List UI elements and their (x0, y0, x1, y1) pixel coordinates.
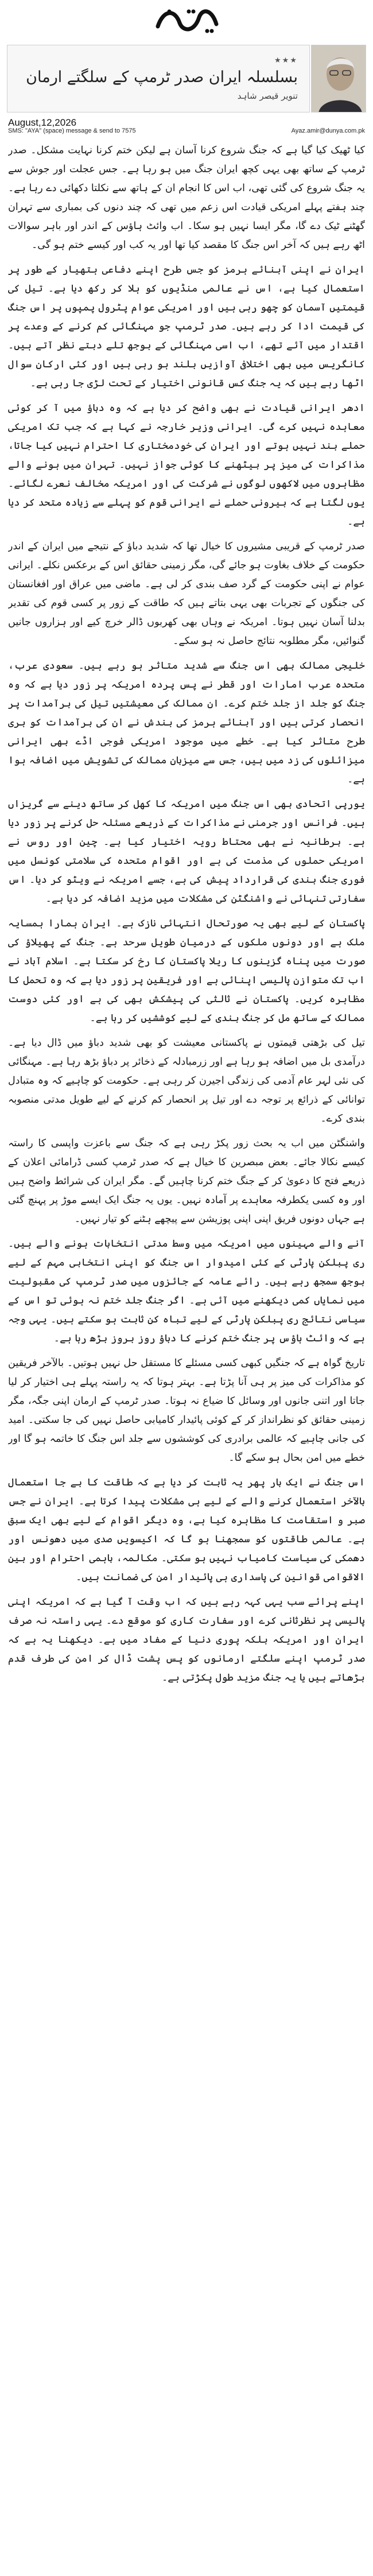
masthead (0, 0, 373, 40)
article-paragraph: کیا ٹھیک کیا گیا ہے کہ جنگ شروع کرنا آسان ہے لیکن ختم کرنا نہایت مشکل۔ صدر ٹرمپ کے ساتھ بھی یہی کچھ ایران جنگ میں ہو رہا ہے۔ جس عجلت اور جوش سے یہ جنگ شروع کی گئی تھی، اب اس کا انجام ان کے ہاتھ سے نکلتا دکھائی دے رہا ہے۔ چند ہفتے پہلے امریکی قیادت اس زعم میں تھی کہ چند دنوں کی بمباری سے تہران گھٹنے ٹیک دے گا، مگر ایسا نہیں ہو سکا۔ اب وائٹ ہاؤس کے اندر اور باہر سوالات اٹھ رہے ہیں کہ آخر اس جنگ کا مقصد کیا تھا اور یہ کب اور کیسے ختم ہو گی۔ (8, 145, 365, 251)
article-paragraph: صدر ٹرمپ کے قریبی مشیروں کا خیال تھا کہ شدید دباؤ کے نتیجے میں ایران کے اندر حکومت کے خلاف بغاوت ہو جائے گی، مگر زمینی حقائق اس کے برعکس نکلے۔ ایرانی عوام نے اپنی حکومت کے گرد صف بندی کر لی ہے۔ ماضی میں عراق اور افغانستان کی جنگوں کے تجربات بھی یہی بتاتے ہیں کہ طاقت کے زور پر کسی قوم کی تقدیر بدلنا آسان نہیں ہوتا۔ امریکہ نے وہاں بھی کھربوں ڈالر خرچ کیے اور ہزاروں جانیں گنوائیں، مگر مطلوبہ نتائج حاصل نہ ہو سکے۔ (8, 541, 365, 647)
article-paragraph: ایران نے اپنی آبنائے ہرمز کو جس طرح اپنے دفاعی ہتھیار کے طور پر استعمال کیا ہے، اس نے عالمی منڈیوں کو ہلا کر رکھ دیا ہے۔ تیل کی قیمتیں آسمان کو چھو رہی ہیں اور امریکی عوام پٹرول پمپوں پر اس جنگ کی قیمت ادا کر رہے ہیں۔ صدر ٹرمپ جو مہنگائی کم کرنے کے وعدے پر اقتدار میں آئے تھے، اب اسی مہنگائی کے بوجھ تلے دبتے نظر آتے ہیں۔ کانگریس میں بھی اختلافی آوازیں بلند ہو رہی ہیں اور کئی ارکان سوال اٹھا رہے ہیں کہ یہ جنگ کس قانونی اختیار کے تحت لڑی جا رہی ہے۔ (8, 264, 365, 389)
article-paragraph: اپنے پرائے سب یہی کہہ رہے ہیں کہ اب وقت آ گیا ہے کہ امریکہ اپنی پالیسی پر نظرثانی کرے اور سفارت کاری کو موقع دے۔ یہی راستہ نہ صرف ایران اور امریکہ بلکہ پوری دنیا کے مفاد میں ہے۔ دیکھنا یہ ہے کہ صدر ٹرمپ اپنے سلگتے ارمانوں کو پس پشت ڈال کر امن کی طرف قدم بڑھاتے ہیں یا یہ جنگ مزید طول پکڑتی ہے۔ (8, 1596, 365, 1683)
article-paragraph: تاریخ گواہ ہے کہ جنگیں کبھی کسی مسئلے کا مستقل حل نہیں ہوتیں۔ بالآخر فریقین کو مذاکرات کی میز پر ہی آنا پڑتا ہے۔ بہتر ہوتا کہ یہ راستہ پہلے ہی اختیار کر لیا جاتا اور اتنی جانوں اور وسائل کا ضیاع نہ ہوتا۔ صدر ٹرمپ کے ارمان اپنی جگہ، مگر زمینی حقائق کو نظرانداز کر کے کوئی پائیدار کامیابی حاصل نہیں کی جا سکتی۔ امید کی جانی چاہیے کہ عالمی برادری کی کوششوں سے جلد اس جنگ کا خاتمہ ہو گا اور خطے میں امن بحال ہو سکے گا۔ (8, 1357, 365, 1464)
article-paragraph: ادھر ایرانی قیادت نے بھی واضح کر دیا ہے کہ وہ دباؤ میں آ کر کوئی معاہدہ نہیں کرے گی۔ ایرانی وزیر خارجہ نے کہا ہے کہ جب تک امریکی حملے بند نہیں ہوتے اور ایران کی خودمختاری کا احترام نہیں کیا جاتا، مذاکرات کی میز پر بیٹھنے کا کوئی جواز نہیں۔ تہران میں ہونے والے مظاہروں میں لاکھوں لوگوں نے شرکت کی اور امریکہ مخالف نعرے لگائے۔ یوں لگتا ہے کہ بیرونی حملے نے ایرانی قوم کو پہلے سے زیادہ متحد کر دیا ہے۔ (8, 402, 365, 527)
author-name: تنویر قیصر شاہد (237, 91, 298, 101)
author-photo-icon (312, 45, 366, 112)
article-paragraph: خلیجی ممالک بھی اس جنگ سے شدید متاثر ہو رہے ہیں۔ سعودی عرب، متحدہ عرب امارات اور قطر نے پس پردہ امریکہ پر زور دیا ہے کہ وہ جنگ کو جلد از جلد ختم کرے۔ ان ممالک کی معیشتیں تیل کی برآمدات پر انحصار کرتی ہیں اور آبنائے ہرمز کی بندش نے ان کی برآمدات کو بری طرح متاثر کیا ہے۔ خطے میں موجود امریکی فوجی اڈے بھی ایرانی میزائلوں کی زد میں ہیں، جس سے میزبان ممالک کی تشویش میں اضافہ ہوا ہے۔ (8, 660, 365, 785)
article-body (8, 141, 365, 2565)
author-portrait (311, 45, 366, 112)
article-paragraph: تیل کی بڑھتی قیمتوں نے پاکستانی معیشت کو بھی شدید دباؤ میں ڈال دیا ہے۔ درآمدی بل میں اضافہ ہو رہا ہے اور زرمبادلہ کے ذخائر پر دباؤ بڑھ رہا ہے۔ مہنگائی کی نئی لہر عام آدمی کی زندگی اجیرن کر رہی ہے۔ حکومت کو چاہیے کہ وہ متبادل توانائی کے ذرائع پر توجہ دے اور تیل پر انحصار کم کرنے کے لیے طویل مدتی منصوبہ بندی کرے۔ (8, 1037, 365, 1124)
sms-info: SMS: "AYA" (space) message & send to 7575 (8, 127, 136, 134)
article-paragraph: یورپی اتحادی بھی اس جنگ میں امریکہ کا کھل کر ساتھ دینے سے گریزاں ہیں۔ فرانس اور جرمنی نے مذاکرات کے ذریعے مسئلہ حل کرنے پر زور دیا ہے۔ برطانیہ نے بھی محتاط رویہ اختیار کیا ہے۔ چین اور روس نے امریکی حملوں کی مذمت کی ہے اور اقوام متحدہ کی سلامتی کونسل میں فوری جنگ بندی کی قرارداد پیش کی ہے، جسے امریکہ نے ویٹو کر دیا۔ اس سفارتی تنہائی نے واشنگٹن کی مشکلات میں مزید اضافہ کر دیا ہے۔ (8, 798, 365, 905)
headline-box (7, 45, 310, 112)
rating-stars: ★★★ (274, 56, 298, 65)
publish-date: August,12,2026 (8, 117, 77, 128)
column-banner (0, 40, 373, 138)
article-paragraph: اس جنگ نے ایک بار پھر یہ ثابت کر دیا ہے کہ طاقت کا بے جا استعمال بالآخر استعمال کرنے والے کے لیے ہی مشکلات پیدا کرتا ہے۔ ایران نے جس صبر و استقامت کا مظاہرہ کیا ہے، وہ دیگر اقوام کے لیے بھی ایک سبق ہے۔ عالمی طاقتوں کو سمجھنا ہو گا کہ اکیسویں صدی میں دھونس اور دھمکی کی سیاست کامیاب نہیں ہو سکتی۔ مکالمہ، باہمی احترام اور بین الاقوامی قوانین کی پاسداری ہی پائیدار امن کی ضمانت ہیں۔ (8, 1477, 365, 1583)
author-email[interactable]: Ayaz.amir@dunya.com.pk (291, 127, 365, 134)
article-paragraph: واشنگٹن میں اب یہ بحث زور پکڑ رہی ہے کہ جنگ سے باعزت واپسی کا راستہ کیسے نکالا جائے۔ بعض مبصرین کا خیال ہے کہ صدر ٹرمپ کسی ڈرامائی اعلان کے ذریعے فتح کا دعویٰ کر کے جنگ ختم کرنا چاہیں گے۔ مگر ایران کی شرائط واضح ہیں اور وہ کسی یکطرفہ معاہدے پر آمادہ نہیں۔ یوں یہ جنگ ایک ایسے موڑ پر پہنچ گئی ہے جہاں دونوں فریق اپنی اپنی پوزیشن سے پیچھے ہٹنے کو تیار نہیں۔ (8, 1138, 365, 1225)
column-headline: بسلسلہ ایران صدر ٹرمپ کے سلگتے ارمان (26, 68, 298, 86)
article-paragraph: پاکستان کے لیے بھی یہ صورتحال انتہائی نازک ہے۔ ایران ہمارا ہمسایہ ملک ہے اور دونوں ملکوں کے درمیان طویل سرحد ہے۔ جنگ کے پھیلاؤ کی صورت میں پناہ گزینوں کا ریلا پاکستان کا رخ کر سکتا ہے۔ اسلام آباد نے اب تک متوازن پالیسی اپنائی ہے اور فریقین پر زور دیا ہے کہ وہ تحمل کا مظاہرہ کریں۔ پاکستان نے ثالثی کی پیشکش بھی کی ہے اور کئی دوست ممالک کے ساتھ مل کر جنگ بندی کے لیے کوششیں کر رہا ہے۔ (8, 918, 365, 1024)
newspaper-logo-icon (146, 3, 227, 37)
article-paragraph: آنے والے مہینوں میں امریکہ میں وسط مدتی انتخابات ہونے والے ہیں۔ ری پبلکن پارٹی کے کئی امیدوار اس جنگ کو اپنی انتخابی مہم کے لیے بوجھ سمجھ رہے ہیں۔ رائے عامہ کے جائزوں میں صدر ٹرمپ کی مقبولیت میں نمایاں کمی دیکھنے میں آئی ہے۔ اگر جنگ جلد ختم نہ ہوئی تو اس کے سیاسی نتائج ری پبلکن پارٹی کے لیے تباہ کن ثابت ہو سکتے ہیں۔ یہی وجہ ہے کہ وائٹ ہاؤس پر جنگ ختم کرنے کا دباؤ روز بروز بڑھ رہا ہے۔ (8, 1238, 365, 1344)
newspaper-logo[interactable] (146, 3, 227, 37)
